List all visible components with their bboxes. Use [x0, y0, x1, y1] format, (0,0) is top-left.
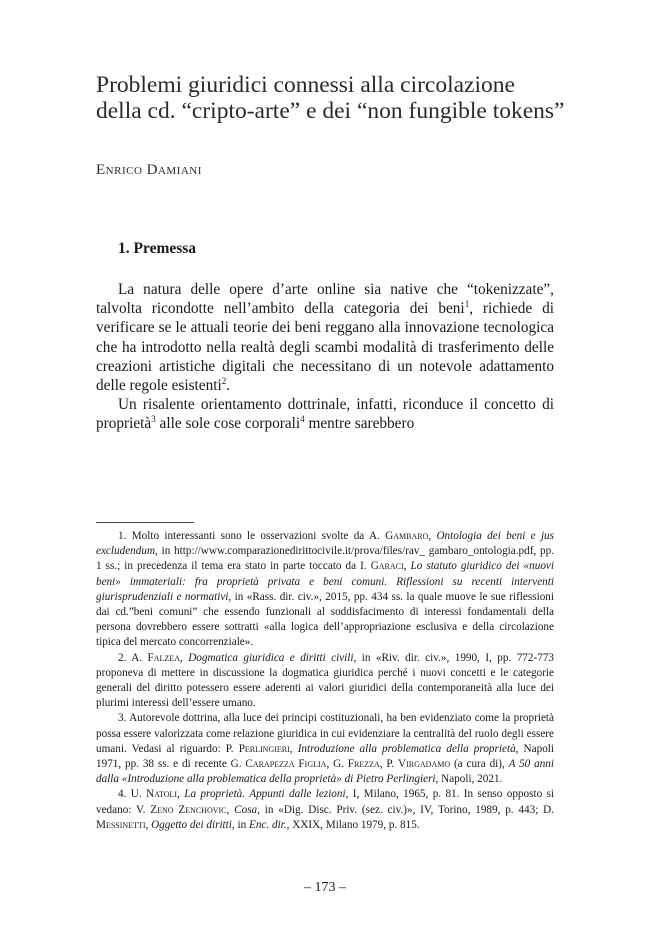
footnote-3: [96, 711, 554, 787]
text-run: , XXIX, Milano 1979, p. 815.: [286, 818, 420, 831]
footnotes: [96, 529, 554, 833]
text-run: 2. A.: [118, 651, 148, 664]
text-run: , in «Rass. dir. civ.», 2015, pp. 434 ss. la quale muove le sue riflessioni dai cd.”beni comuni” che essendo funzionali al soddisfacimento di interessi fondamentali della persona dovrebbero essere sottratti «alla logica dell’appropriazione esclusiva e della circolazione tipica del mercato concorrenziale».: [96, 590, 554, 649]
text-run: ,: [289, 742, 298, 755]
author-surname: Zeno Zenchovic: [150, 803, 227, 816]
footnote-marker: 1: [464, 299, 470, 310]
author-surname: Natoli: [146, 788, 178, 801]
text-run: , richiede di verificare se le attuali teorie dei beni reggano alla innovazione tecnologica che ha introdotto nella realtà degli scambi modalità di trasferimento delle creazioni artistiche digitali che necessitano di un notevole adattamento delle regole esistenti: [96, 300, 554, 395]
cited-title: Ontologia dei beni e jus excludendum: [96, 530, 555, 558]
text-run: .: [226, 377, 231, 395]
page-number: – 173 –: [304, 880, 346, 895]
section-heading: 1. Premessa: [118, 240, 197, 257]
text-run: , Napoli, 2021.: [435, 773, 503, 786]
body-text: [96, 280, 554, 434]
author-surname: Perlingieri: [238, 742, 290, 755]
footnote-2: [96, 651, 554, 712]
author-surname: Garaci: [370, 560, 404, 573]
text-run: 4. U.: [118, 788, 147, 801]
cited-title: Dogmatica giuridica e diritti civili: [188, 651, 354, 664]
author-surname: Gambaro: [385, 530, 429, 542]
cited-title: A 50 anni dalla «Introduzione alla problematica della proprietà» di Pietro Perlingieri: [96, 758, 554, 786]
text-run: alle sole cose corporali: [155, 415, 301, 433]
text-run: , in: [231, 818, 249, 831]
text-run: , I, Milano, 1965, p. 81. In senso opposto si vedano: V.: [96, 788, 554, 816]
text-run: , in «Dig. Disc. Priv. (sez. civ.)», IV, Torino, 1989, p. 443; D.: [257, 803, 554, 816]
text-run: , in http://www.comparazionedirittocivile.it/prova/files/rav_ gambaro_ontologia.pdf, pp. 1 ss.; in precedenza il tema era stato in parte toccato da I.: [96, 545, 554, 573]
cited-title: Enc. dir.: [248, 818, 287, 831]
author-surname: Carapezza Figlia: [245, 758, 327, 771]
text-run: ,: [179, 651, 189, 664]
cited-title: Lo statuto giuridico dei «nuovi beni» immateriali: fra proprietà privata e beni comuni. Riflessioni su recenti interventi giurisprudenziali e normativi: [96, 560, 554, 603]
text-run: , G.: [326, 758, 348, 771]
cited-title: Cosa: [234, 803, 258, 816]
footnote-marker: 3: [151, 414, 156, 425]
text-run: (a cura di),: [450, 758, 509, 771]
cited-title: Oggetto dei diritti: [151, 818, 232, 831]
text-run: ,: [226, 803, 235, 816]
text-run: La natura delle opere d’arte online sia native che “tokenizzate”, talvolta ricondotte nell’ambito della categoria dei beni: [96, 281, 554, 318]
footnote-1: [96, 529, 554, 651]
text-run: ,: [428, 530, 437, 542]
text-run: ,: [403, 560, 411, 573]
footnote-divider: [96, 522, 194, 523]
author-surname: Virgadamo: [398, 758, 451, 771]
cited-title: Introduzione alla problematica della proprietà: [297, 742, 516, 755]
body-paragraph: [96, 395, 554, 433]
author-surname: Falzea: [147, 651, 180, 664]
text-run: Un risalente orientamento dottrinale, infatti, riconduce il concetto di proprietà: [96, 396, 554, 433]
article-title: Problemi giuridici connessi alla circolazione della cd. “cripto-arte” e dei “non fungible tokens”: [96, 72, 565, 124]
text-run: ,: [177, 788, 185, 801]
author-surname: Frezza: [347, 758, 380, 771]
text-run: ,: [145, 818, 152, 831]
cited-title: La proprietà. Appunti dalle lezioni: [184, 788, 346, 801]
text-run: mentre sarebbero: [304, 415, 415, 433]
footnote-4: [96, 787, 554, 833]
author-name: Enrico Damiani: [96, 162, 202, 178]
text-run: 1. Molto interessanti sono le osservazioni svolte da A.: [118, 530, 386, 542]
text-run: , in «Riv. dir. civ.», 1990, I, pp. 772-773 proponeva di mettere in discussione la dogmatica giuridica perché i nuovi concetti e le categorie generali del diritto potessero essere aderenti ai valori giuridici della contemporaneità alla luce dei plurimi interessi dell’essere umano.: [96, 651, 555, 710]
footnote-marker: 2: [221, 375, 227, 386]
text-run: , Napoli 1971, pp. 38 ss. e di recente G.: [96, 742, 555, 771]
body-paragraph: [96, 280, 554, 395]
text-run: , P.: [379, 758, 399, 771]
author-surname: Messinetti: [96, 818, 146, 831]
footnote-marker: 4: [300, 414, 305, 425]
text-run: 3. Autorevole dottrina, alla luce dei principi costituzionali, ha ben evidenziato come la proprietà possa essere valorizzata come relazione giuridica in cui evidenziare la centralità del ruolo degli essere umani. Vedasi al riguardo: P.: [96, 712, 554, 755]
